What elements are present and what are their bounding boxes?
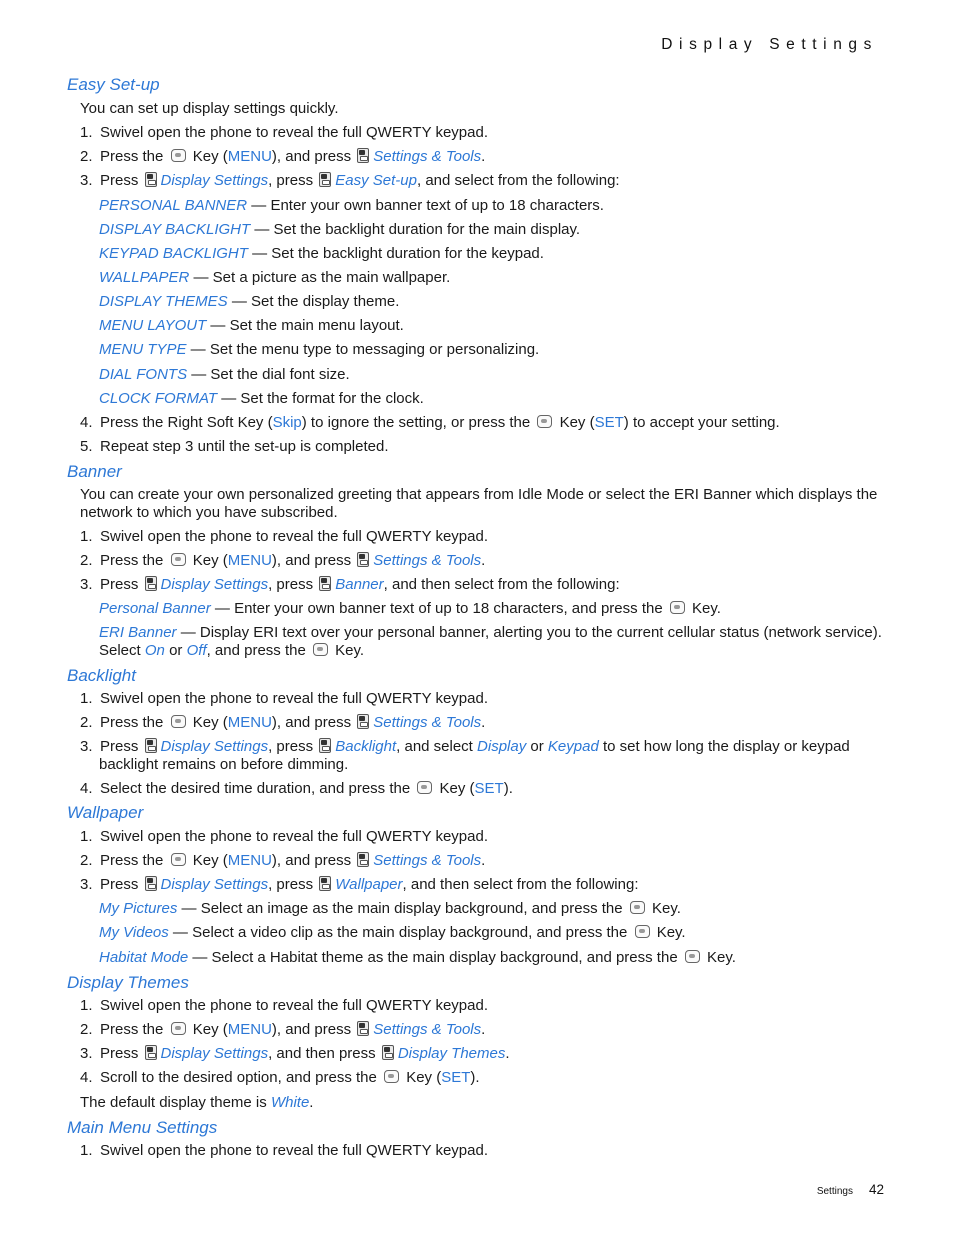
step-text: . (481, 714, 486, 731)
step-text: Swivel open the phone to reveal the full QWERTY keypad. (100, 997, 489, 1014)
easy-setup-step-3 (80, 172, 620, 190)
note-text: The default display theme is (80, 1094, 267, 1111)
step-text: , and then select from the following: (402, 876, 639, 893)
step-number: 3. (80, 576, 93, 593)
step-number: 1. (80, 528, 93, 545)
step-text: Swivel open the phone to reveal the full QWERTY keypad. (100, 828, 489, 845)
step-text: , press (268, 172, 314, 189)
ok-key-icon (670, 601, 685, 614)
step-number: 1. (80, 124, 93, 141)
link-display[interactable]: Display (477, 738, 527, 755)
step-number: 2. (80, 714, 93, 731)
step-text: ), and press (271, 1021, 352, 1038)
key-y-icon (319, 738, 331, 753)
step-text: Key ( (192, 852, 228, 869)
key-n-icon (357, 1021, 369, 1036)
option-dial-fonts (99, 366, 350, 384)
ok-key-icon (171, 149, 186, 162)
option-desc: — Enter your own banner text of up to 18 characters. (247, 197, 604, 214)
link-display-settings[interactable]: Display Settings (160, 172, 269, 189)
step-text: Press the (100, 148, 164, 165)
option-name[interactable]: Personal Banner (99, 600, 211, 617)
key-c-icon (145, 576, 157, 591)
page-footer (817, 1182, 884, 1197)
option-menu-layout (99, 317, 404, 335)
step-text: Key ( (192, 1021, 228, 1038)
step-text: , press (268, 738, 314, 755)
wallpaper-step-3 (80, 876, 639, 894)
note-text: . (309, 1094, 314, 1111)
wallpaper-step-2 (80, 852, 485, 870)
option-desc: Key. (656, 924, 686, 941)
step-text: ), and press (271, 552, 352, 569)
key-n-icon (357, 552, 369, 567)
key-r-icon (319, 172, 331, 187)
step-text: ) to ignore the setting, or press the (301, 414, 531, 431)
step-number: 5. (80, 438, 93, 455)
key-c-icon (145, 1045, 157, 1060)
section-heading-backlight: Backlight (67, 666, 136, 685)
set-keyword: SET (474, 780, 504, 797)
key-c-icon (145, 172, 157, 187)
backlight-step-3 (80, 738, 850, 756)
step-text: . (481, 852, 486, 869)
step-number: 3. (80, 738, 93, 755)
option-desc: Key. (707, 949, 736, 966)
key-g-icon (382, 1045, 394, 1060)
step-text: Key ( (439, 780, 475, 797)
step-text: , and select from the following: (416, 172, 620, 189)
menu-keyword: MENU (227, 714, 272, 731)
step-text: ), and press (271, 148, 352, 165)
link-white[interactable]: White (270, 1094, 310, 1111)
option-desc: Select (99, 642, 141, 659)
option-name[interactable]: KEYPAD BACKLIGHT (99, 245, 248, 262)
option-desc: — Enter your own banner text of up to 18 characters, and press the (210, 600, 663, 617)
step-text: , and select (396, 738, 473, 755)
option-desc: — Select an image as the main display background, and press the (177, 900, 623, 917)
link-settings-tools[interactable]: Settings & Tools (373, 714, 482, 731)
step-text: Press the (100, 552, 164, 569)
step-text: ) to accept your setting. (623, 414, 780, 431)
backlight-step-4 (80, 780, 513, 798)
step-number: 2. (80, 148, 93, 165)
step-text: . (481, 1021, 486, 1038)
option-name[interactable]: PERSONAL BANNER (99, 197, 248, 214)
step-text: to set how long the display or keypad (602, 738, 850, 755)
link-easy-setup[interactable]: Easy Set-up (335, 172, 417, 189)
menu-keyword: MENU (227, 148, 272, 165)
ok-key-icon (171, 1022, 186, 1035)
skip-keyword: Skip (272, 414, 302, 431)
themes-default-note (80, 1094, 313, 1112)
option-desc: — Set the display theme. (227, 293, 400, 310)
step-number: 1. (80, 828, 93, 845)
step-text: Repeat step 3 until the set-up is completed. (100, 438, 389, 455)
step-text: or (530, 738, 544, 755)
easy-setup-step-5 (80, 438, 389, 456)
ok-key-icon (635, 925, 650, 938)
step-text: , press (268, 876, 314, 893)
banner-step-2 (80, 552, 485, 570)
option-name[interactable]: MENU TYPE (99, 341, 187, 358)
step-number: 3. (80, 172, 93, 189)
option-desc: Key. (651, 900, 681, 917)
option-name[interactable]: DISPLAY BACKLIGHT (99, 221, 251, 238)
step-number: 1. (80, 997, 93, 1014)
option-wallpaper (99, 269, 450, 287)
section-heading-easy-setup: Easy Set-up (67, 75, 160, 94)
link-keypad[interactable]: Keypad (547, 738, 599, 755)
step-text: , and then press (268, 1045, 376, 1062)
ok-key-icon (384, 1070, 399, 1083)
option-name[interactable]: DIAL FONTS (99, 366, 188, 383)
step-text: Select the desired time duration, and press the (100, 780, 411, 797)
step-text: Press the (100, 1021, 164, 1038)
step-text: Swivel open the phone to reveal the full QWERTY keypad. (100, 528, 489, 545)
key-t-icon (319, 576, 331, 591)
option-display-themes (99, 293, 399, 311)
step-text: , press (268, 576, 314, 593)
banner-step-3 (80, 576, 620, 594)
step-text: ), and press (271, 852, 352, 869)
option-desc: — Select a Habitat theme as the main display background, and press the (188, 949, 678, 966)
step-number: 2. (80, 852, 93, 869)
option-desc: or (169, 642, 183, 659)
step-text: Key ( (192, 148, 228, 165)
step-text: ), and press (271, 714, 352, 731)
page-number: 42 (868, 1182, 884, 1197)
key-c-icon (145, 876, 157, 891)
link-on[interactable]: On (144, 642, 165, 659)
option-name[interactable]: Habitat Mode (99, 949, 189, 966)
easy-setup-step-2 (80, 148, 485, 166)
option-desc: Key. (692, 600, 721, 617)
step-number: 1. (80, 690, 93, 707)
page-header-title: Display Settings (661, 36, 878, 53)
option-eri-banner (99, 624, 882, 642)
option-menu-type (99, 341, 539, 359)
key-n-icon (357, 714, 369, 729)
section-heading-banner: Banner (67, 462, 122, 481)
easy-setup-step-1 (80, 124, 488, 142)
link-settings-tools[interactable]: Settings & Tools (373, 552, 482, 569)
backlight-step-1 (80, 690, 488, 708)
wallpaper-step-1 (80, 828, 488, 846)
themes-step-4 (80, 1069, 480, 1087)
ok-key-icon (417, 781, 432, 794)
option-desc: Key. (335, 642, 365, 659)
step-text: . (481, 148, 486, 165)
step-text: Press (100, 876, 139, 893)
themes-step-2 (80, 1021, 485, 1039)
key-f-icon (319, 876, 331, 891)
ok-key-icon (171, 553, 186, 566)
ok-key-icon (630, 901, 645, 914)
step-text: Press (100, 1045, 139, 1062)
option-desc: — Set a picture as the main wallpaper. (189, 269, 451, 286)
link-off[interactable]: Off (186, 642, 207, 659)
link-settings-tools[interactable]: Settings & Tools (373, 148, 482, 165)
link-settings-tools[interactable]: Settings & Tools (373, 1021, 482, 1038)
option-name[interactable]: CLOCK FORMAT (99, 390, 218, 407)
link-settings-tools[interactable]: Settings & Tools (373, 852, 482, 869)
step-text: Press the (100, 852, 164, 869)
link-wallpaper[interactable]: Wallpaper (335, 876, 403, 893)
themes-step-1 (80, 997, 488, 1015)
ok-key-icon (171, 715, 186, 728)
key-n-icon (357, 148, 369, 163)
link-display-settings[interactable]: Display Settings (160, 876, 269, 893)
banner-step-1 (80, 528, 488, 546)
step-number: 3. (80, 1045, 93, 1062)
step-number: 4. (80, 1069, 93, 1086)
link-display-settings[interactable]: Display Settings (160, 576, 269, 593)
option-desc: — Display ERI text over your personal banner, alerting you to the current cellular status (network service). (176, 624, 882, 641)
option-desc: — Select a video clip as the main display background, and press the (168, 924, 628, 941)
option-name[interactable]: My Videos (99, 924, 169, 941)
option-desc: , and press the (206, 642, 306, 659)
option-personal-banner (99, 197, 604, 215)
link-display-settings[interactable]: Display Settings (160, 738, 269, 755)
option-eri-banner-cont (99, 642, 364, 660)
ok-key-icon (313, 643, 328, 656)
step-number: 4. (80, 780, 93, 797)
step-number: 2. (80, 1021, 93, 1038)
option-desc: — Set the main menu layout. (206, 317, 404, 334)
section-heading-display-themes: Display Themes (67, 973, 189, 992)
option-clock-format (99, 390, 424, 408)
step-text: Press (100, 576, 139, 593)
step-number: 1. (80, 1142, 93, 1159)
menu-keyword: MENU (227, 1021, 272, 1038)
step-text: Scroll to the desired option, and press the (100, 1069, 377, 1086)
menu-keyword: MENU (227, 552, 272, 569)
step-text: Key ( (192, 714, 228, 731)
option-personal-banner-desc (99, 600, 721, 618)
option-name[interactable]: My Pictures (99, 900, 178, 917)
backlight-step-2 (80, 714, 485, 732)
easy-setup-intro: You can set up display settings quickly. (80, 100, 339, 117)
option-habitat-mode (99, 949, 736, 967)
link-banner[interactable]: Banner (335, 576, 384, 593)
step-number: 3. (80, 876, 93, 893)
ok-key-icon (537, 415, 552, 428)
option-desc: — Set the backlight duration for the keypad. (247, 245, 544, 262)
step-text: Press (100, 738, 139, 755)
step-text: Swivel open the phone to reveal the full QWERTY keypad. (100, 690, 489, 707)
step-number: 2. (80, 552, 93, 569)
banner-intro: You can create your own personalized greeting that appears from Idle Mode or select the ERI Banner which displays the network to which you have subscribed. (80, 486, 878, 521)
option-my-pictures (99, 900, 681, 918)
ok-key-icon (685, 950, 700, 963)
step-text: ). (470, 1069, 480, 1086)
option-desc: — Set the dial font size. (187, 366, 350, 383)
option-name[interactable]: DISPLAY THEMES (99, 293, 228, 310)
link-backlight[interactable]: Backlight (335, 738, 397, 755)
option-desc: — Set the format for the clock. (217, 390, 424, 407)
section-heading-main-menu-settings: Main Menu Settings (67, 1118, 218, 1137)
option-my-videos (99, 924, 686, 942)
key-c-icon (145, 738, 157, 753)
step-text: ). (503, 780, 513, 797)
section-heading-wallpaper: Wallpaper (67, 803, 144, 822)
step-text: . (481, 552, 486, 569)
option-desc: — Set the backlight duration for the main display. (250, 221, 581, 238)
step-text: Press the Right Soft Key ( (100, 414, 273, 431)
option-name[interactable]: ERI Banner (99, 624, 177, 641)
step-text: , and then select from the following: (383, 576, 620, 593)
backlight-step-3-cont: backlight remains on before dimming. (99, 756, 349, 773)
option-name[interactable]: WALLPAPER (99, 269, 190, 286)
step-text: Press (100, 172, 139, 189)
step-text: Key ( (406, 1069, 442, 1086)
option-keypad-backlight (99, 245, 544, 263)
option-display-backlight (99, 221, 580, 239)
step-text: Swivel open the phone to reveal the full QWERTY keypad. (100, 1142, 489, 1159)
step-number: 4. (80, 414, 93, 431)
step-text: Key ( (192, 552, 228, 569)
option-name[interactable]: MENU LAYOUT (99, 317, 207, 334)
step-text: Key ( (559, 414, 595, 431)
set-keyword: SET (441, 1069, 471, 1086)
step-text: Press the (100, 714, 164, 731)
step-text: Swivel open the phone to reveal the full QWERTY keypad. (100, 124, 489, 141)
key-n-icon (357, 852, 369, 867)
set-keyword: SET (594, 414, 624, 431)
themes-step-3 (80, 1045, 510, 1063)
step-text: . (505, 1045, 510, 1062)
menu-keyword: MENU (227, 852, 272, 869)
footer-section-label: Settings (816, 1186, 853, 1197)
option-desc: — Set the menu type to messaging or personalizing. (186, 341, 540, 358)
ok-key-icon (171, 853, 186, 866)
main-menu-step-1 (80, 1142, 488, 1160)
easy-setup-step-4 (80, 414, 780, 432)
link-display-themes[interactable]: Display Themes (397, 1045, 506, 1062)
link-display-settings[interactable]: Display Settings (160, 1045, 269, 1062)
